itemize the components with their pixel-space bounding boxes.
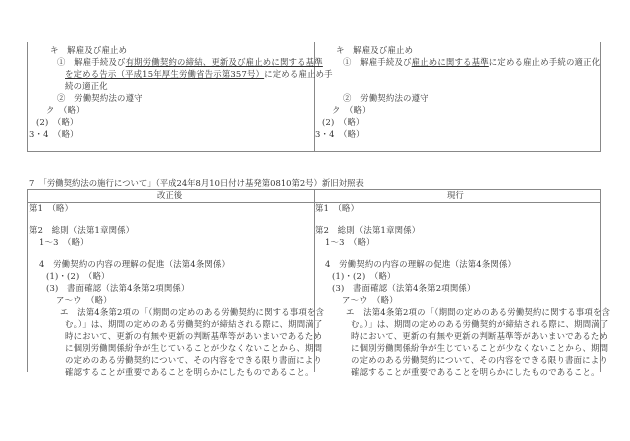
comparison-table	[27, 189, 611, 377]
item-2: ② 労働契約法の遵守	[343, 93, 429, 103]
item-p34: 3・4 （略）	[29, 129, 79, 139]
table-header-row	[27, 189, 601, 203]
section-e-line: エ 法第4条第2項の「（期間の定めのある労働契約に関する事項を含	[60, 307, 325, 317]
table-caption: 7 「労働契約法の施行について」（平成24年8月10日付け基発第0810第2号）新旧対照表	[29, 178, 364, 188]
revised-column	[27, 189, 325, 377]
section-e-line: の定めのある労働契約について、その内容をできる限り書面により	[65, 355, 322, 365]
section-4-3-a: ア〜ウ （略）	[342, 295, 398, 305]
section-4: 4 労働契約の内容の理解の促進（法第4条関係）	[325, 259, 517, 269]
underlined-amendment: 雇止めに関する基準	[411, 57, 489, 67]
item-p34: 3・4 （略）	[315, 129, 365, 139]
section-e-line: 時において、更新の有無や更新の判断基準等があいまいであるため	[65, 331, 323, 341]
section-e-line: の定めのある労働契約について、その内容をできる限り書面により	[351, 355, 608, 365]
section-e-line: む。）」は、期間の定めのある労働契約が締結される際に、期間満了	[65, 319, 323, 329]
section-1: 第1 （略）	[29, 203, 74, 213]
section-e-line: エ 法第4条第2項の「（期間の定めのある労働契約に関する事項を含	[346, 307, 611, 317]
item-ku: ク （略）	[332, 105, 371, 115]
section-4-3: (3) 書面確認（法第4条第2項関係）	[332, 283, 476, 293]
section-1: 第1 （略）	[315, 203, 360, 213]
item-ki: キ 解雇及び雇止め	[336, 45, 414, 55]
item-1-line3: 続の適正化	[65, 81, 108, 91]
section-2: 第2 総則（法第1章関係）	[315, 225, 421, 235]
header-current: 現行	[447, 190, 464, 200]
item-ki: キ 解雇及び雇止め	[50, 45, 128, 55]
item-1-line1: ① 解雇手続及び有期労働契約の締結、更新及び雇止めに関する基準	[57, 57, 323, 67]
item-ku: ク （略）	[46, 105, 85, 115]
section-2-sub: 1〜3 （略）	[325, 237, 375, 247]
current-column	[314, 189, 611, 377]
section-e-line: に個別労働関係紛争が生じていることが少なくないことから、期間	[351, 343, 609, 353]
section-4-1: (1)・(2) （略）	[46, 271, 110, 281]
section-2: 第2 総則（法第1章関係）	[29, 225, 135, 235]
section-e-line: む。）」は、期間の定めのある労働契約が締結される際に、期間満了	[351, 319, 609, 329]
section-2-sub: 1〜3 （略）	[39, 237, 89, 247]
item-1-line1: ① 解雇手続及び雇止めに関する基準に定める雇止め手続の適正化	[343, 57, 601, 67]
section-e-line: 確認することが重要であることを明らかにしたものであること。	[351, 367, 600, 377]
item-p2: (2) （略）	[36, 117, 79, 127]
underlined-amendment: を定める告示（平成15年厚生労働省告示第357号）	[65, 69, 265, 79]
section-4-1: (1)・(2) （略）	[332, 271, 396, 281]
top-table-current-column	[314, 42, 601, 151]
item-2: ② 労働契約法の遵守	[57, 93, 143, 103]
section-e-line: に個別労働関係紛争が生じていることが少なくないことから、期間	[65, 343, 323, 353]
header-revised: 改正後	[157, 190, 183, 200]
section-4-3-a: ア〜ウ （略）	[56, 295, 112, 305]
item-1-line2: を定める告示（平成15年厚生労働省告示第357号）に定める雇止め手	[65, 69, 333, 79]
underlined-amendment: 有期労働契約の締結、更新及び雇止めに関する基準	[125, 57, 323, 67]
section-e-line: 時において、更新の有無や更新の判断基準等があいまいであるため	[351, 331, 609, 341]
section-4-3: (3) 書面確認（法第4条第2項関係）	[46, 283, 190, 293]
section-e-line: 確認することが重要であることを明らかにしたものであること。	[65, 367, 314, 377]
section-4: 4 労働契約の内容の理解の促進（法第4条関係）	[39, 259, 231, 269]
top-table-revised-column	[27, 42, 333, 151]
top-comparison-table	[27, 42, 601, 152]
item-p2: (2) （略）	[322, 117, 365, 127]
